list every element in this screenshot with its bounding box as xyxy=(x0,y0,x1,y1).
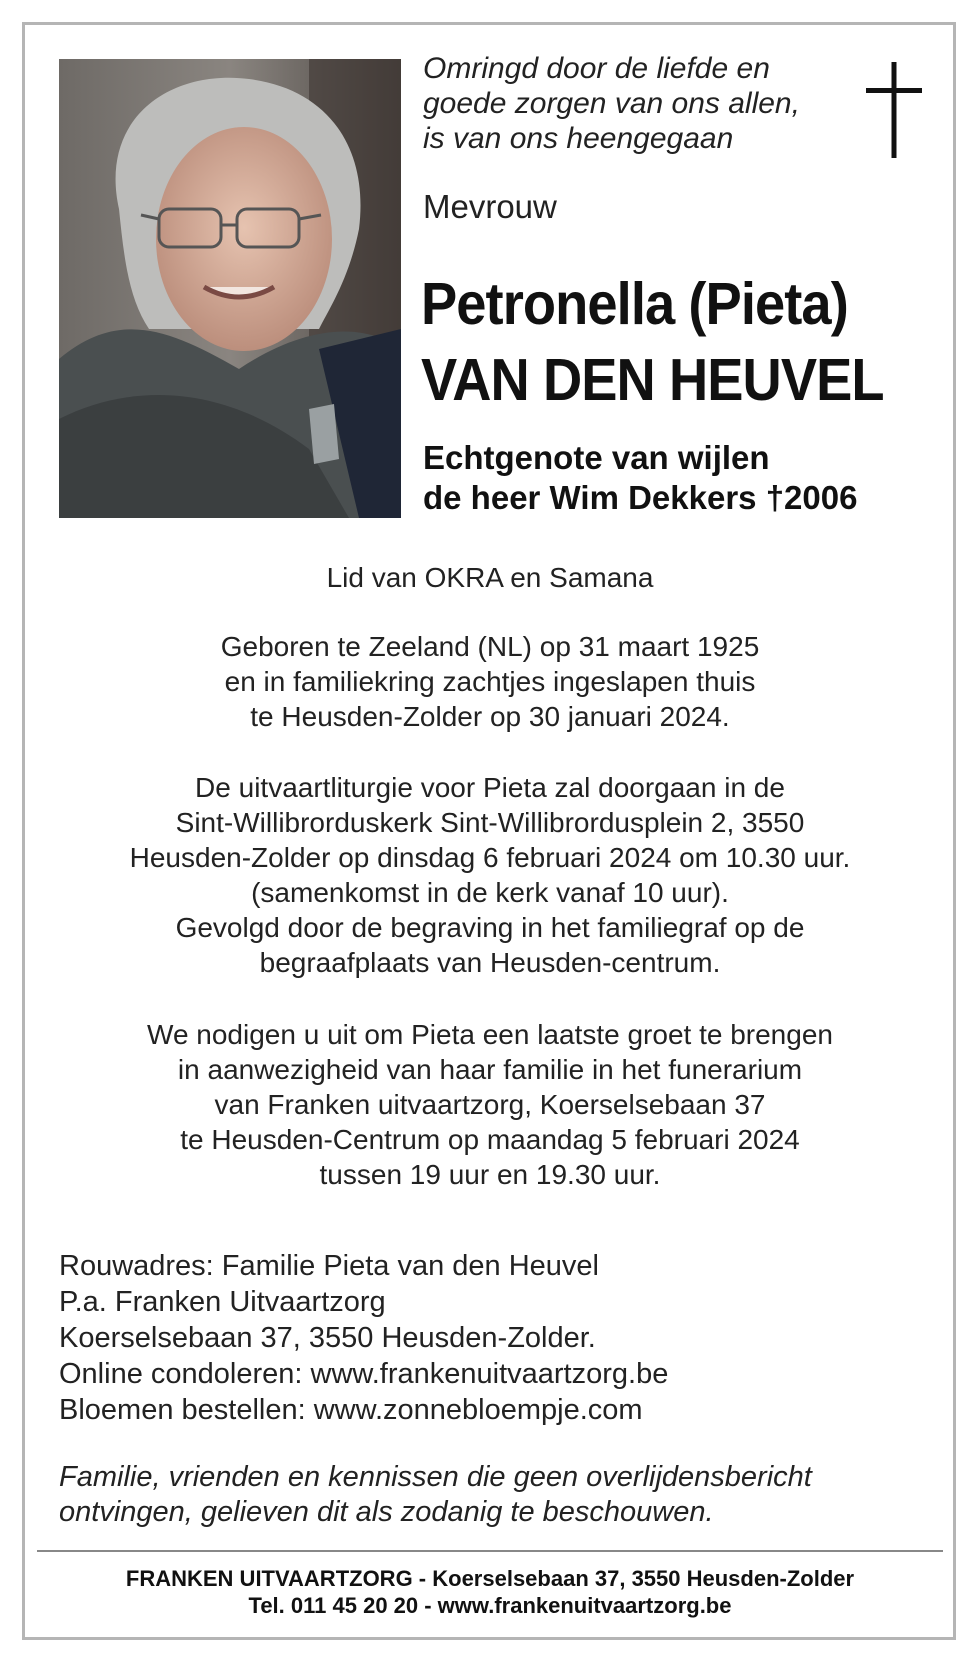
intro-line: is van ons heengegaan xyxy=(423,122,734,155)
intro-text xyxy=(423,51,853,156)
birth-death-block xyxy=(40,629,940,734)
address-block xyxy=(59,1248,668,1428)
closing-line: ontvingen, gelieven dit als zodanig te beschouwen. xyxy=(59,1496,714,1528)
birth-death-line: te Heusden-Zolder op 30 januari 2024. xyxy=(250,701,730,732)
visitation-line: te Heusden-Centrum op maandag 5 februari 2024 xyxy=(180,1124,800,1155)
funeral-line: (samenkomst in de kerk vanaf 10 uur). xyxy=(251,877,729,908)
spouse-line: Echtgenote van wijlen xyxy=(423,439,770,476)
cross-icon xyxy=(866,62,922,158)
funeral-line: De uitvaartliturgie voor Pieta zal doorgaan in de xyxy=(195,772,785,803)
visitation-line: van Franken uitvaartzorg, Koerselsebaan 37 xyxy=(214,1089,766,1120)
funeral-line: begraafplaats van Heusden-centrum. xyxy=(259,947,721,978)
visitation-line: tussen 19 uur en 19.30 uur. xyxy=(319,1159,661,1190)
closing-note xyxy=(59,1460,812,1530)
membership-line: Lid van OKRA en Samana xyxy=(326,562,654,593)
divider xyxy=(37,1550,943,1552)
address-line: Rouwadres: Familie Pieta van den Heuvel xyxy=(59,1250,599,1282)
deceased-name xyxy=(421,266,884,418)
funeral-line: Sint-Willibrorduskerk Sint-Willibrordusplein 2, 3550 xyxy=(175,807,805,838)
footer-line: Tel. 011 45 20 20 - www.frankenuitvaartzorg.be xyxy=(248,1593,732,1618)
footer-line: FRANKEN UITVAARTZORG - Koerselsebaan 37, 3550 Heusden-Zolder xyxy=(125,1566,855,1591)
address-line: Koerselsebaan 37, 3550 Heusden-Zolder. xyxy=(59,1322,596,1354)
footer xyxy=(40,1565,940,1619)
funeral-line: Heusden-Zolder op dinsdag 6 februari 2024 om 10.30 uur. xyxy=(129,842,851,873)
last-name: VAN DEN HEUVEL xyxy=(421,347,884,413)
portrait-photo xyxy=(59,59,401,518)
intro-line: Omringd door de liefde en xyxy=(423,52,770,85)
first-name: Petronella (Pieta) xyxy=(421,271,848,337)
closing-line: Familie, vrienden en kennissen die geen overlijdensbericht xyxy=(59,1461,812,1493)
birth-death-line: en in familiekring zachtjes ingeslapen thuis xyxy=(224,666,756,697)
visitation-line: in aanwezigheid van haar familie in het funerarium xyxy=(177,1054,803,1085)
flowers-link[interactable]: Bloemen bestellen: www.zonnebloempje.com xyxy=(59,1394,643,1426)
spouse-info xyxy=(423,438,857,518)
visitation-line: We nodigen u uit om Pieta een laatste groet te brengen xyxy=(147,1019,833,1050)
visitation-block xyxy=(40,1017,940,1192)
spouse-line: de heer Wim Dekkers †2006 xyxy=(423,479,858,516)
honorific: Mevrouw xyxy=(423,188,557,225)
intro-line: goede zorgen van ons allen, xyxy=(423,87,800,120)
funeral-line: Gevolgd door de begraving in het familiegraf op de xyxy=(175,912,805,943)
funeral-block xyxy=(40,770,940,980)
birth-death-line: Geboren te Zeeland (NL) op 31 maart 1925 xyxy=(220,631,760,662)
membership xyxy=(40,560,940,595)
address-line: P.a. Franken Uitvaartzorg xyxy=(59,1286,386,1318)
condolence-link[interactable]: Online condoleren: www.frankenuitvaartzorg.be xyxy=(59,1358,669,1390)
